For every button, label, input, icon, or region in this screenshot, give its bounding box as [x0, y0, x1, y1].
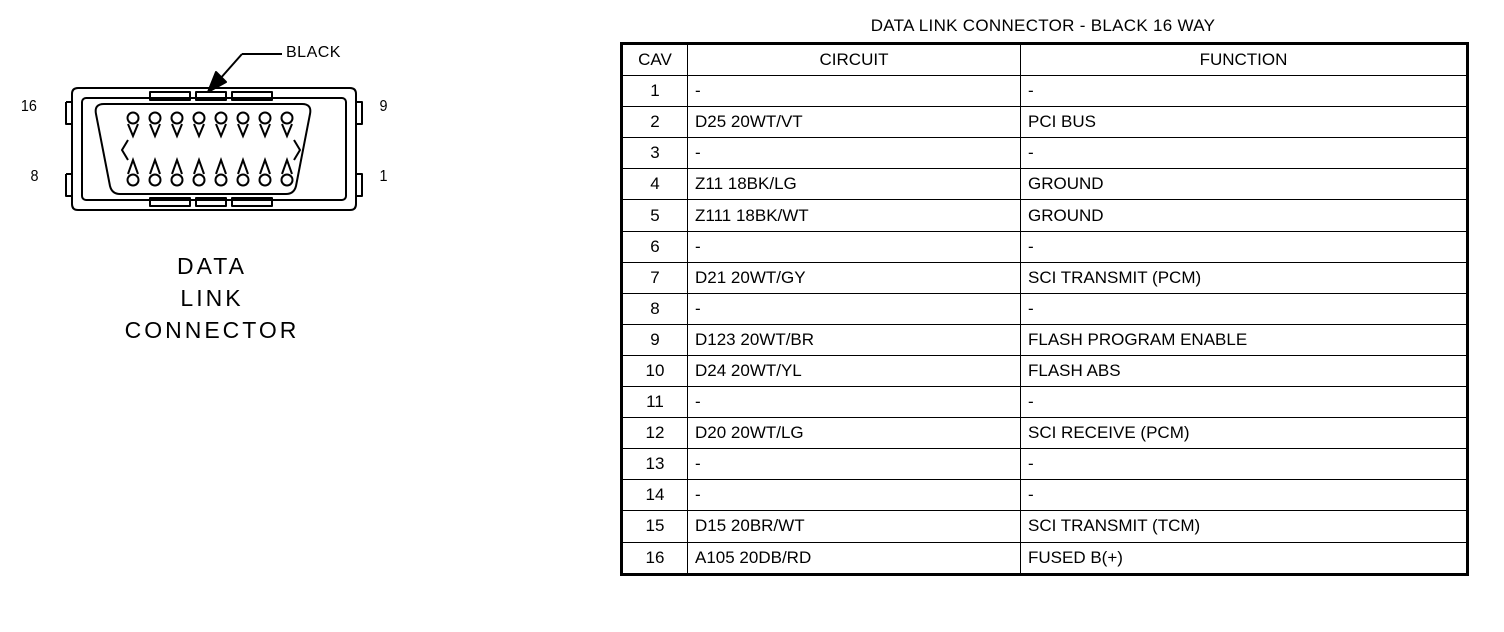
table-row: [622, 76, 1468, 107]
function-cell: -: [1021, 480, 1468, 511]
pin-bottom: [150, 175, 161, 186]
table-row: [622, 200, 1468, 231]
cav-cell: 15: [622, 511, 688, 542]
function-cell: GROUND: [1021, 200, 1468, 231]
pin-bottom-stem: [216, 160, 226, 174]
table-row: [622, 511, 1468, 542]
pin-bottom: [238, 175, 249, 186]
pin-top: [282, 113, 293, 124]
column-header-function: FUNCTION: [1021, 44, 1468, 76]
cav-cell: 1: [622, 76, 688, 107]
function-cell: -: [1021, 76, 1468, 107]
pin-top: [216, 113, 227, 124]
cav-cell: 3: [622, 138, 688, 169]
circuit-cell: D24 20WT/YL: [688, 355, 1021, 386]
cav-cell: 16: [622, 542, 688, 574]
column-header-circuit: CIRCUIT: [688, 44, 1021, 76]
circuit-cell: -: [688, 76, 1021, 107]
pin-bottom: [260, 175, 271, 186]
function-cell: FLASH PROGRAM ENABLE: [1021, 324, 1468, 355]
pin-bottom-stem: [172, 160, 182, 174]
table-row: [622, 324, 1468, 355]
pin-bottom: [194, 175, 205, 186]
table-row: [622, 138, 1468, 169]
pin-top-stem: [260, 124, 270, 136]
pin-top: [128, 113, 139, 124]
circuit-cell: -: [688, 138, 1021, 169]
circuit-cell: -: [688, 231, 1021, 262]
connector-diagram: [0, 0, 600, 632]
function-cell: PCI BUS: [1021, 107, 1468, 138]
function-cell: SCI TRANSMIT (PCM): [1021, 262, 1468, 293]
circuit-cell: -: [688, 480, 1021, 511]
table-row: [622, 418, 1468, 449]
function-cell: GROUND: [1021, 169, 1468, 200]
pin-label-8: 8: [30, 168, 39, 185]
function-cell: SCI TRANSMIT (TCM): [1021, 511, 1468, 542]
table-row: [622, 107, 1468, 138]
cav-cell: 8: [622, 293, 688, 324]
cav-cell: 13: [622, 449, 688, 480]
function-cell: -: [1021, 138, 1468, 169]
pin-bottom: [282, 175, 293, 186]
pin-top-stem: [128, 124, 138, 136]
function-cell: SCI RECEIVE (PCM): [1021, 418, 1468, 449]
caption-line-3: CONNECTOR: [124, 317, 300, 343]
cav-cell: 7: [622, 262, 688, 293]
pin-bottom: [216, 175, 227, 186]
cav-cell: 4: [622, 169, 688, 200]
function-cell: -: [1021, 293, 1468, 324]
cav-cell: 5: [622, 200, 688, 231]
circuit-cell: D25 20WT/VT: [688, 107, 1021, 138]
caption-line-1: DATA: [177, 253, 247, 279]
table-row: [622, 387, 1468, 418]
circuit-cell: D21 20WT/GY: [688, 262, 1021, 293]
cav-cell: 9: [622, 324, 688, 355]
pin-top-stem: [150, 124, 160, 136]
circuit-cell: D20 20WT/LG: [688, 418, 1021, 449]
cav-cell: 10: [622, 355, 688, 386]
pinout-table: [620, 42, 1469, 576]
pin-bottom-stem: [238, 160, 248, 174]
pin-top-stem: [216, 124, 226, 136]
table-header-row: [622, 44, 1468, 76]
pin-bottom-stem: [150, 160, 160, 174]
pin-top: [150, 113, 161, 124]
function-cell: -: [1021, 231, 1468, 262]
pin-bottom-stem: [194, 160, 204, 174]
pin-top: [194, 113, 205, 124]
table-row: [622, 542, 1468, 574]
circuit-cell: D123 20WT/BR: [688, 324, 1021, 355]
pin-label-9: 9: [379, 98, 388, 115]
circuit-cell: -: [688, 293, 1021, 324]
table-row: [622, 449, 1468, 480]
cav-cell: 6: [622, 231, 688, 262]
pin-bottom-stem: [260, 160, 270, 174]
table-row: [622, 231, 1468, 262]
table-row: [622, 293, 1468, 324]
pin-top-stem: [194, 124, 204, 136]
cav-cell: 14: [622, 480, 688, 511]
pin-top: [172, 113, 183, 124]
column-header-cav: CAV: [622, 44, 688, 76]
function-cell: FLASH ABS: [1021, 355, 1468, 386]
pin-top-stem: [172, 124, 182, 136]
color-callout-label: BLACK: [286, 44, 341, 61]
circuit-cell: -: [688, 387, 1021, 418]
circuit-cell: Z11 18BK/LG: [688, 169, 1021, 200]
circuit-cell: -: [688, 449, 1021, 480]
function-cell: FUSED B(+): [1021, 542, 1468, 574]
pin-bottom-stem: [128, 160, 138, 174]
table-row: [622, 355, 1468, 386]
cav-cell: 12: [622, 418, 688, 449]
table-row: [622, 480, 1468, 511]
pin-bottom: [172, 175, 183, 186]
pin-top: [260, 113, 271, 124]
pin-top: [238, 113, 249, 124]
caption-line-2: LINK: [180, 285, 244, 311]
cavity-notch-right: [294, 140, 300, 160]
pin-top-stem: [238, 124, 248, 136]
table-row: [622, 169, 1468, 200]
circuit-cell: A105 20DB/RD: [688, 542, 1021, 574]
function-cell: -: [1021, 449, 1468, 480]
pin-label-1: 1: [379, 168, 388, 185]
cavity-notch-left: [122, 140, 128, 160]
circuit-cell: D15 20BR/WT: [688, 511, 1021, 542]
table-title: DATA LINK CONNECTOR - BLACK 16 WAY: [870, 16, 1216, 35]
cav-cell: 11: [622, 387, 688, 418]
callout-leader-diagonal: [219, 54, 242, 80]
table-row: [622, 262, 1468, 293]
pin-bottom-stem: [282, 160, 292, 174]
pin-top-stem: [282, 124, 292, 136]
function-cell: -: [1021, 387, 1468, 418]
cav-cell: 2: [622, 107, 688, 138]
pin-bottom: [128, 175, 139, 186]
pin-label-16: 16: [20, 98, 37, 115]
circuit-cell: Z111 18BK/WT: [688, 200, 1021, 231]
